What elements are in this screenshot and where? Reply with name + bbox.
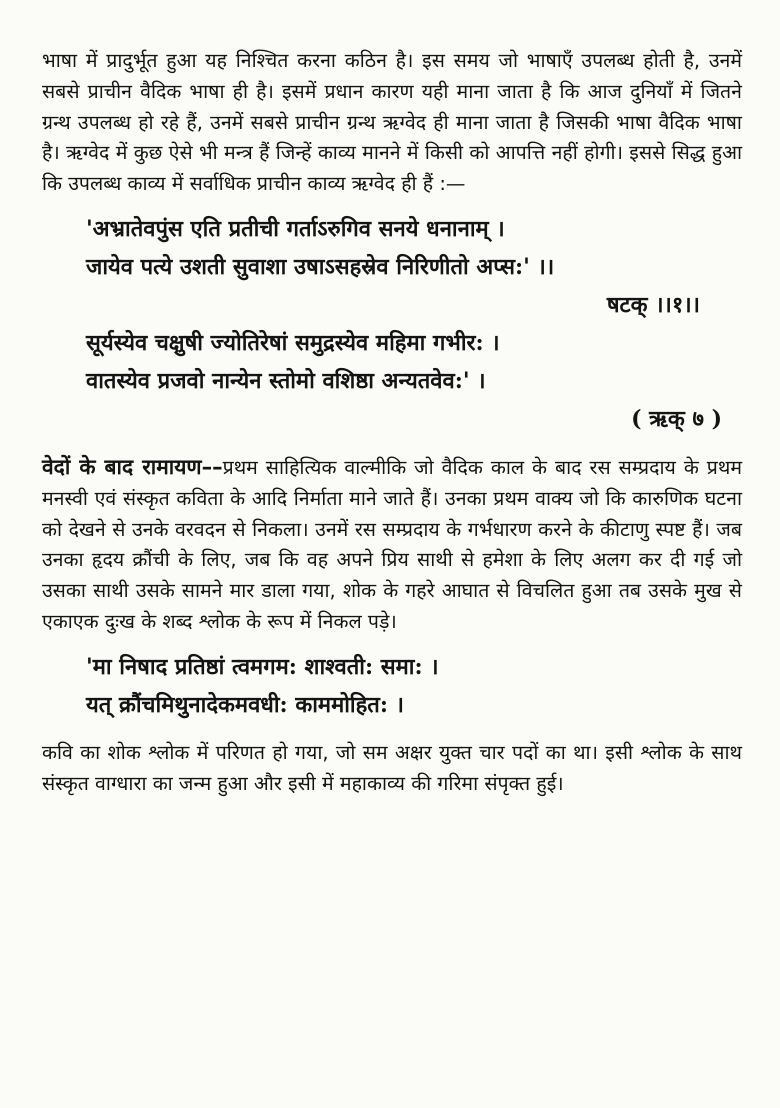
rigveda-verse-line-4: वातस्येव प्रजवो नान्येन स्तोमो वशिष्ठा अन्यतवेव:' । (86, 367, 486, 394)
rigveda-verse-line-1: 'अभ्रातेवपुंस एति प्रतीची गर्ताऽरुगिव सनये धनानाम् । (86, 215, 505, 242)
rigveda-verse-block (86, 210, 742, 438)
rigveda-verse-line-3: सूर्यस्येव चक्षुषी ज्योतिरेषां समुद्रस्येव महिमा गभीर: । (86, 329, 500, 356)
ramayana-paragraph (42, 452, 742, 638)
ramayana-paragraph-text: प्रथम साहित्यिक वाल्मीकि जो वैदिक काल के बाद रस सम्प्रदाय के प्रथम मनस्वी एवं संस्कृत कविता के आदि निर्माता माने जाते हैं। उनका प्रथम वाक्य जो कि कारुणिक घटना को देखने से उनके वरवदन से निकला। उनमें रस सम्प्रदाय के गर्भधारण करने के कीटाणु स्पष्ट हैं। जब उनका हृदय क्रौंची के लिए, जब कि वह अपने प्रिय साथी से हमेशा के लिए अलग कर दी गई जो उसका साथी उसके सामने मार डाला गया, शोक के गहरे आघात से विचलित हुआ तब उसके मुख से एकाएक दुःख के शब्द श्लोक के रूप में निकल पड़े। (42, 455, 742, 633)
valmiki-verse-line-2: यत् क्रौंचमिथुनादेकमवधी: काममोहित: । (86, 691, 404, 718)
heading-dash: –– (201, 454, 223, 479)
rigveda-verse-line-2: जायेव पत्ये उशती सुवाशा उषाऽसहस्रेव निरिणीतो अप्स:' ।। (86, 253, 555, 280)
conclusion-paragraph: कवि का शोक श्लोक में परिणत हो गया, जो सम अक्षर युक्त चार पदों का था। इसी श्लोक के साथ संस्कृत वाग्धारा का जन्म हुआ और इसी में महाकाव्य की गरिमा संपृक्त हुई। (42, 740, 742, 795)
rigveda-verse-reference-1: षटक् ।।१।। (606, 291, 700, 318)
valmiki-verse-line-1: 'मा निषाद प्रतिष्ठां त्वमगम: शाश्वती: समा: । (86, 653, 439, 680)
valmiki-verse-block (86, 648, 742, 724)
rigveda-verse-reference-2: ( ऋक् ७ ) (631, 405, 722, 432)
ramayana-heading: वेदों के बाद रामायण (42, 454, 202, 479)
intro-paragraph: भाषा में प्रादुर्भूत हुआ यह निश्चित करना कठिन है। इस समय जो भाषाएँ उपलब्ध होती है, उनमें सबसे प्राचीन वैदिक भाषा ही है। इसमें प्रधान कारण यही माना जाता है कि आज दुनियाँ में जितने ग्रन्थ उपलब्ध हो रहे हैं, उनमें सबसे प्राचीन ग्रन्थ ऋग्वेद ही माना जाता है जिसकी भाषा वैदिक भाषा है। ऋग्वेद में कुछ ऐसे भी मन्त्र हैं जिन्हें काव्य मानने में किसी को आपत्ति नहीं होगी। इससे सिद्ध हुआ कि उपलब्ध काव्य में सर्वाधिक प्राचीन काव्य ऋग्वेद ही हैं :— (42, 49, 742, 196)
